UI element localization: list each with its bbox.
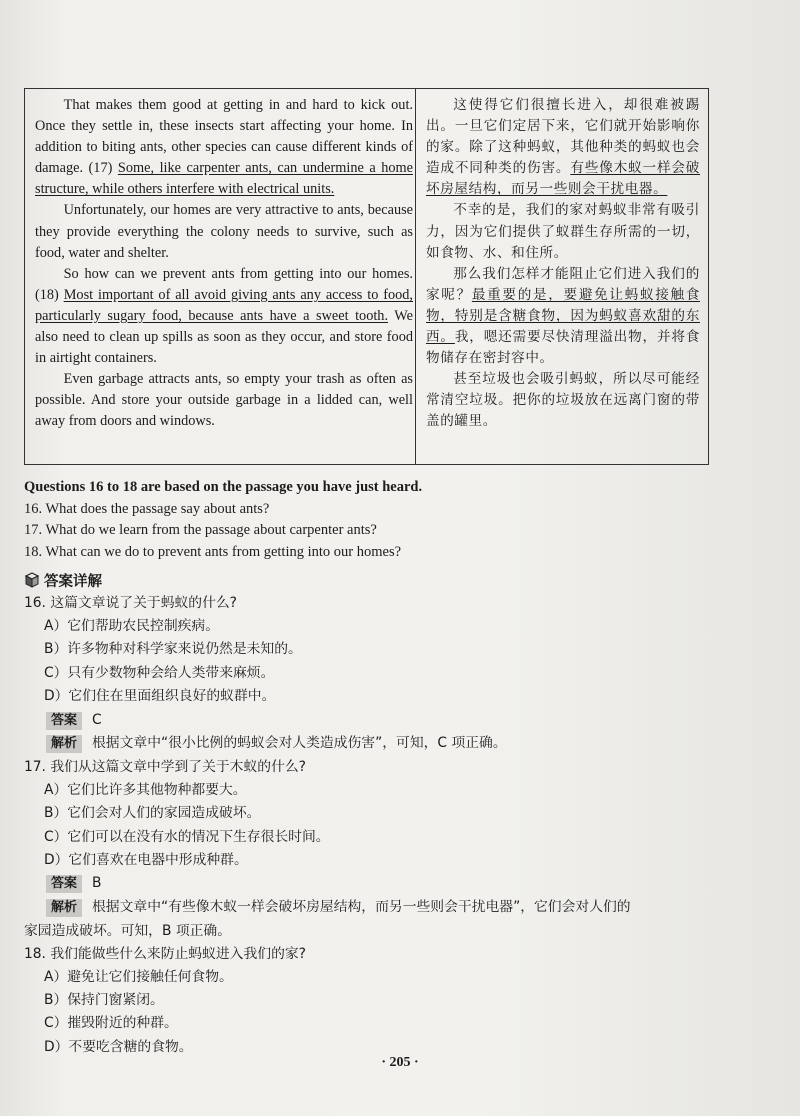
passage-en-paragraph-2 (35, 200, 413, 263)
answer-option: D）它们喜欢在电器中形成种群。 (44, 852, 248, 869)
answer-option: A）它们比许多其他物种都要大。 (44, 781, 247, 798)
explanation-text: 根据文章中“很小比例的蚂蚁会对人类造成伤害”，可知，C 项正确。 (92, 735, 507, 752)
answer-option: A）它们帮助农民控制疾病。 (44, 618, 219, 634)
passage-underlined-text: Some, like carpenter ants, can undermine a home structure, while others interfere with electrical units. (35, 160, 414, 198)
explanation-row (24, 896, 714, 920)
answer-question: 18. 我们能做些什么来防止蚂蚁进入我们的家? (24, 945, 306, 962)
answer-tag: 答案 (46, 875, 82, 893)
answer-option: B）它们会对人们的家园造成破坏。 (44, 805, 261, 822)
answer-key-row (24, 709, 714, 733)
answers-section (24, 568, 714, 1059)
passage-text: 不幸的是，我们的家对蚂蚁非常有吸引力，因为它们提供了蚁群生存所需的一切，如食物、水、和住所。 (426, 202, 700, 261)
answer-tag: 答案 (46, 712, 82, 730)
passage-underlined-text: 有些像木蚁一样会破坏房屋结构，而另一些则会干扰电器。 (426, 160, 701, 198)
questions-section (24, 477, 724, 563)
answers-section-title-text: 答案详解 (44, 573, 102, 590)
answer-option: D）不要吃含糖的食物。 (44, 1038, 193, 1055)
question-item: 18. What can we do to prevent ants from getting into our homes? (24, 543, 402, 560)
page-number: · 205 · (381, 1055, 419, 1070)
passage-text: We also need to clean up spills as soon as they occur, and store food in airtight containers. (35, 307, 413, 367)
explanation-text: 根据文章中“有些像木蚁一样会破坏房屋结构，而另一些则会干扰电器”，它们会对人们的 (92, 899, 631, 916)
passage-box (24, 88, 709, 465)
explain-tag: 解析 (46, 735, 82, 753)
answer-value: B (92, 875, 102, 892)
answer-option: A）避免让它们接触任何食物。 (44, 968, 233, 985)
passage-zh-paragraph-3 (426, 264, 700, 369)
answer-block-17 (24, 756, 714, 943)
question-item: 16. What does the passage say about ants? (24, 500, 270, 517)
passage-text: Even garbage attracts ants, so empty your trash as often as possible. And store your outside garbage in a lidded can, well away from doors and windows. (35, 371, 413, 430)
answer-value: C (92, 711, 102, 728)
answer-block-16 (24, 592, 714, 756)
passage-zh-paragraph-4 (426, 369, 700, 432)
answers-section-title (24, 568, 714, 592)
questions-title: Questions 16 to 18 are based on the passage you have just heard. (24, 479, 423, 495)
question-item: 17. What do we learn from the passage about carpenter ants? (24, 522, 377, 538)
passage-en-paragraph-3 (35, 264, 413, 369)
passage-text: So how can we prevent ants from getting into our homes. (18) (35, 265, 413, 303)
answer-option: B）保持门窗紧闭。 (44, 992, 164, 1009)
answer-block-18 (24, 943, 714, 1060)
cubes-icon (24, 572, 40, 588)
passage-text: 我，嗯还需要尽快清理溢出物，并将食物储存在密封容中。 (426, 329, 701, 367)
answer-key-row (24, 872, 714, 896)
passage-underlined-text: 最重要的是，要避免让蚂蚁接触食物，特别是含糖食物，因为蚂蚁喜欢甜的东西。 (426, 286, 700, 346)
passage-text: 那么我们怎样才能阻止它们进入我们的家呢？ (426, 265, 700, 303)
answer-option: C）它们可以在没有水的情况下生存很长时间。 (44, 828, 330, 845)
explanation-row (24, 732, 714, 756)
answer-option: B）许多物种对科学家来说仍然是未知的。 (44, 641, 302, 658)
passage-zh-paragraph-2 (426, 200, 700, 263)
explanation-continued: 家园造成破坏。可知，B 项正确。 (24, 922, 232, 939)
answer-option: C）只有少数物种会给人类带来麻烦。 (44, 664, 275, 681)
answer-question: 16. 这篇文章说了关于蚂蚁的什么? (24, 595, 238, 611)
answer-option: C）摧毁附近的种群。 (44, 1015, 178, 1032)
explain-tag: 解析 (46, 899, 82, 917)
answer-option: D）它们住在里面组织良好的蚁群中。 (44, 688, 276, 705)
answer-question: 17. 我们从这篇文章中学到了关于木蚁的什么? (24, 758, 306, 775)
passage-text: Unfortunately, our homes are very attractive to ants, because they provide everything the colony needs to survive, such as food, water and shelter. (35, 202, 413, 261)
passage-en-paragraph-1 (35, 95, 413, 200)
passage-text: 这使得它们很擅长进入，却很难被踢出。一旦它们定居下来，它们就开始影响你的家。除了这种蚂蚁，其他种类的蚂蚁也会造成不同种类的伤害。 (426, 97, 700, 177)
passage-en-paragraph-4 (35, 369, 413, 432)
passage-underlined-text: Most important of all avoid giving ants any access to food, particularly sugary food, because ants have a sweet tooth. (35, 286, 413, 324)
passage-text: That makes them good at getting in and hard to kick out. Once they settle in, these insects start affecting your home. In addition to biting ants, other species can cause different kinds of damage. (17) (35, 97, 413, 177)
passage-english-column (25, 89, 416, 464)
passage-zh-paragraph-1 (426, 95, 700, 200)
passage-text: 甚至垃圾也会吸引蚂蚁，所以尽可能经常清空垃圾。把你的垃圾放在远离门窗的带盖的罐里。 (426, 371, 700, 430)
passage-chinese-column (416, 89, 708, 464)
